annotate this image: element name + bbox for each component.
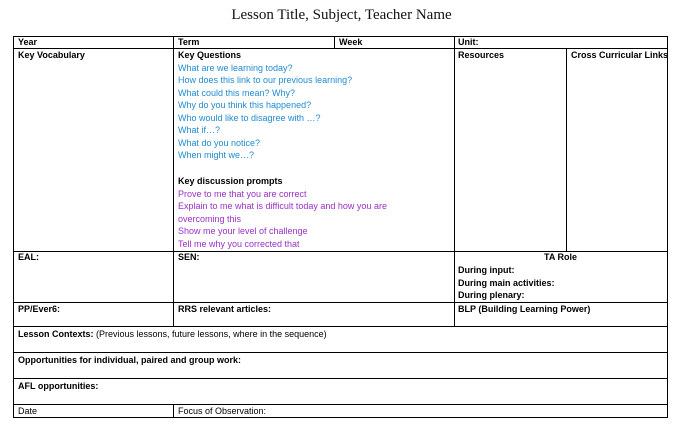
discussion-item: overcoming this (178, 213, 242, 224)
year-label: Year (18, 37, 38, 47)
key-question-item: What do you notice? (178, 137, 261, 148)
afl-label: AFL opportunities: (18, 381, 99, 391)
ta-role-heading: TA Role (544, 252, 577, 262)
page-title: Lesson Title, Subject, Teacher Name (231, 7, 452, 23)
discussion-item: Tell me why you corrected that (178, 238, 300, 249)
lesson-contexts-row (18, 328, 327, 341)
blp-label: BLP (Building Learning Power) (458, 304, 591, 314)
ta-during-plenary: During plenary: (458, 290, 525, 300)
eal-label: EAL: (18, 252, 39, 262)
opportunities-label: Opportunities for individual, paired and group work: (18, 355, 242, 365)
key-questions-heading: Key Questions (178, 50, 242, 60)
lesson-contexts-text: (Previous lessons, future lessons, where in the sequence) (93, 329, 327, 339)
rrs-label: RRS relevant articles: (178, 304, 272, 314)
week-label: Week (339, 37, 363, 47)
resources-label: Resources (458, 50, 505, 60)
key-question-item: When might we…? (178, 150, 255, 160)
ta-during-main: During main activities: (458, 277, 555, 288)
sen-label: SEN: (178, 252, 200, 262)
ta-during-input: During input: (458, 265, 515, 275)
discussion-item: Show me your level of challenge (178, 226, 308, 236)
key-question-item: What could this mean? Why? (178, 87, 296, 98)
pp-ever6-label: PP/Ever6: (18, 304, 61, 314)
discussion-item: Prove to me that you are correct (178, 188, 307, 199)
focus-label: Focus of Observation: (178, 406, 267, 416)
unit-label: Unit: (458, 37, 479, 47)
date-label: Date (18, 406, 38, 416)
key-question-item: How does this link to our previous learning? (178, 75, 353, 85)
discussion-heading: Key discussion prompts (178, 176, 283, 186)
key-question-item: Why do you think this happened? (178, 100, 312, 110)
lesson-contexts-label: Lesson Contexts: (18, 329, 94, 339)
key-question-item: What are we learning today? (178, 62, 293, 73)
key-question-item: What if…? (178, 125, 221, 135)
key-question-item: Who would like to disagree with …? (178, 112, 321, 123)
cross-curricular-label: Cross Curricular Links (571, 50, 669, 60)
discussion-item: Explain to me what is difficult today and how you are (178, 201, 387, 211)
key-vocabulary-label: Key Vocabulary (18, 50, 85, 60)
term-label: Term (178, 37, 200, 47)
